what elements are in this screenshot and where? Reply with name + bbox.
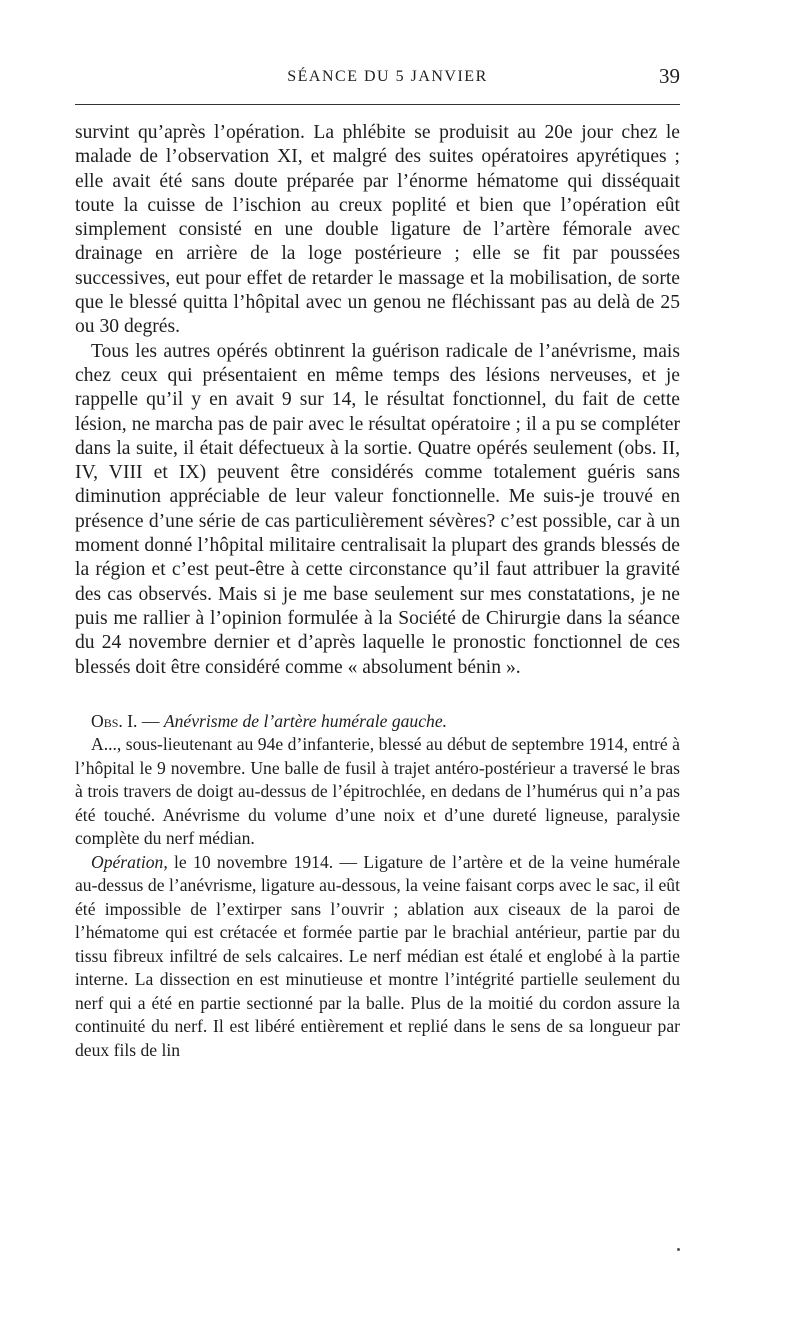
running-title: SÉANCE DU 5 JANVIER xyxy=(287,68,488,85)
book-page xyxy=(75,62,680,1062)
observation-title: Anévrisme de l’artère humérale gauche. xyxy=(163,710,448,731)
running-head xyxy=(75,62,680,90)
operation-label: Opération, xyxy=(91,851,168,872)
observation-label: Obs. I. xyxy=(91,710,138,731)
paragraph: Tous les autres opérés obtinrent la guérison radicale de l’anévrisme, mais chez ceux qui présentaient en même temps des lésions nerveuses, et je rappelle qu’il y en avait 9 sur 14, le résultat fonctionnel, du fait de cette lésion, ne marcha pas de pair avec le résultat opératoire ; il a pu se compléter dans la suite, il était défectueux à la sortie. Quatre opérés seulement (obs. II, IV, VIII et IX) peuvent être considérés comme totalement guéris sans diminution appréciable de leur valeur fonctionnelle. Me suis-je trouvé en présence d’une série de cas particulièrement sévères? c’est possible, car à un moment donné l’hôpital militaire centralisait la plupart des grands blessés de la région et c’est peut-être à cette circonstance qu’il faut attribuer la gravité des cas observés. Mais si je me base seulement sur mes constatations, je ne puis me rallier à l’opinion formulée à la Société de Chirurgie dans la séance du 24 novembre dernier et d’après laquelle le pronostic fonctionnel de ces blessés doit être considéré comme « absolument bénin ». xyxy=(75,340,680,678)
main-text xyxy=(75,121,680,680)
print-speck xyxy=(677,1248,680,1251)
operation-text: le 10 novembre 1914. — Ligature de l’artère et de la veine humérale au-dessus de l’anévrisme, ligature au-dessous, la veine faisant corps avec le sac, il eût été impossible de l’extirper sans l’ouvrir ; ablation aux ciseaux de la paroi de l’hématome qui est crétacée et formée partie par le brachial antérieur, partie par du tissu fibreux infiltré de sels calcaires. Le nerf médian est étalé et englobé à la partie interne. La dissection en est minutieuse et montre l’intégrité partielle seulement du nerf qui a été en partie sectionné par la balle. Plus de la moitié du cordon assure la continuité du nerf. Il est libéré entièrement et replié dans le sens de sa longueur par deux fils de lin xyxy=(75,851,680,1060)
paragraph: survint qu’après l’opération. La phlébite se produisit au 20e jour chez le malade de l’observation XI, et malgré des suites opératoires apyrétiques ; elle avait été sans doute préparée par l’énorme hématome qui disséquait toute la cuisse de l’ischion au creux poplité et bien que l’opération eût simplement consisté en une double ligature de l’artère fémorale avec drainage en arrière de la loge postérieure ; elle se fit par poussées successives, eut pour effet de retarder le massage et la mobilisation, de sorte que le blessé quitta l’hôpital avec un genou ne fléchissant pas au delà de 25 ou 30 degrés. xyxy=(75,122,680,338)
observation-section xyxy=(75,710,680,1063)
header-rule xyxy=(75,104,680,105)
observation-dash: — xyxy=(137,710,164,731)
page-number: 39 xyxy=(659,64,680,88)
observation-heading xyxy=(75,710,680,734)
operation-paragraph xyxy=(75,851,680,1063)
case-description: A..., sous-lieutenant au 94e d’infanterie, blessé au début de septembre 1914, entré à l’hôpital le 9 novembre. Une balle de fusil à trajet antéro-postérieur a traversé le bras à trois travers de doigt au-dessus de l’épitrochlée, en dedans de l’humérus qui n’a pas été touché. Anévrisme du volume d’une noix et d’une dureté ligneuse, paralysie complète du nerf médian. xyxy=(75,734,680,849)
